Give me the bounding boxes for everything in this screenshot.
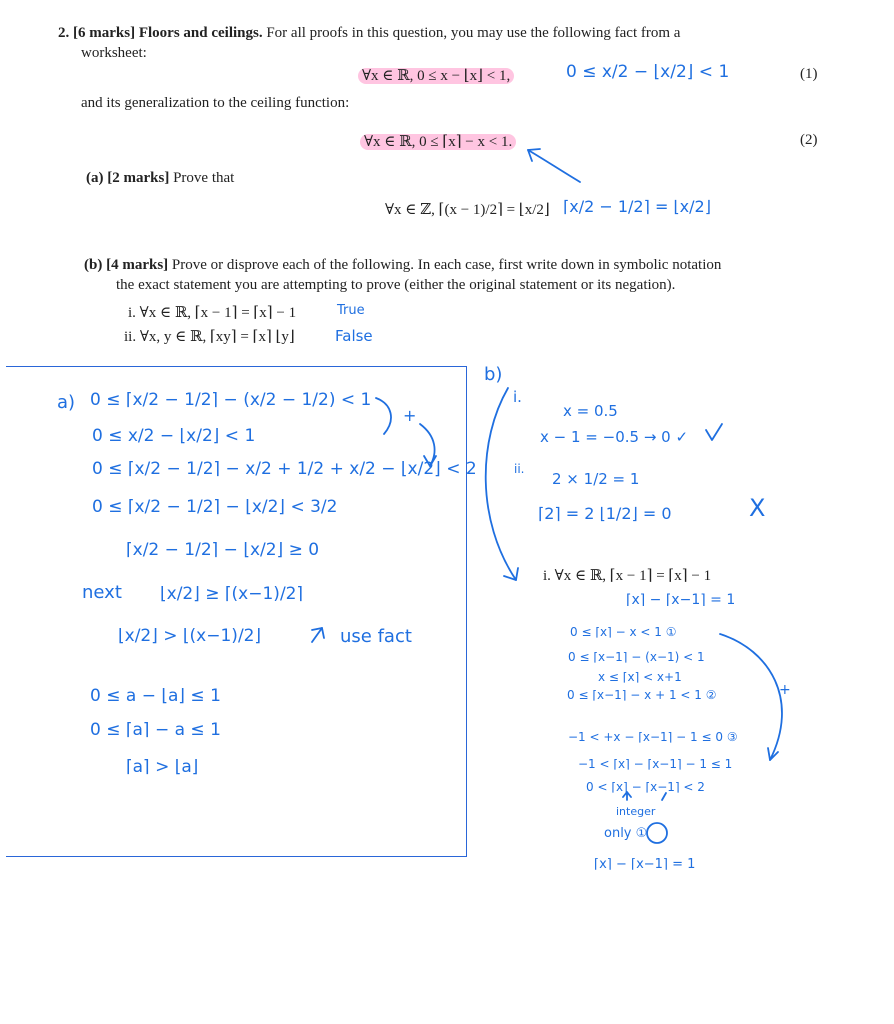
question-intro: For all proofs in this question, you may use the following fact from a <box>266 25 681 41</box>
answer-b-label: b) <box>484 364 503 385</box>
plus-sign-b: + <box>779 682 791 698</box>
question-marks: [6 marks] <box>73 25 136 41</box>
proof-arrow <box>720 634 782 760</box>
fact-line: ⌈a⌉ > ⌊a⌋ <box>126 757 199 777</box>
check-mark <box>706 424 722 440</box>
fact-1-number: (1) <box>800 66 818 82</box>
proof-line: x ≤ ⌈x⌉ < x+1 <box>598 670 682 684</box>
b-ii-line: ⌈2⌉ = 2 ⌊1/2⌋ = 0 <box>538 504 672 523</box>
bracket-b <box>486 388 516 580</box>
arrow-head <box>424 456 436 466</box>
proof-line: integer <box>616 805 656 818</box>
proof-line: 0 ≤ ⌈x−1⌉ − x + 1 < 1 ② <box>567 688 717 702</box>
answer-a-line: 0 ≤ ⌈x/2 − 1/2⌉ − (x/2 − 1/2) < 1 <box>90 390 372 410</box>
b-ii-line: 2 × 1/2 = 1 <box>552 470 640 488</box>
question-number: 2. <box>58 25 70 41</box>
proof-line: 0 ≤ ⌈x⌉ − x < 1 ① <box>570 625 677 639</box>
item-ii-false-note: False <box>335 327 373 345</box>
part-a-label: (a) <box>86 170 104 186</box>
arrow-head <box>504 568 518 580</box>
generalization-text: and its generalization to the ceiling function: <box>81 95 350 111</box>
answer-a-label: a) <box>57 392 76 413</box>
part-b-text-line2: the exact statement you are attempting to prove (either the original statement or its negation). <box>116 277 676 293</box>
answer-a-line: 0 ≤ ⌈x/2 − 1/2⌉ − ⌊x/2⌋ < 3/2 <box>92 497 338 517</box>
proof-line: −1 < +x − ⌈x−1⌉ − 1 ≤ 0 ③ <box>568 730 738 744</box>
proof-line: 0 < ⌈x⌉ − ⌈x−1⌉ < 2 <box>586 780 705 794</box>
part-b-item-ii: ii. ∀x, y ∈ ℝ, ⌈xy⌉ = ⌈x⌉ ⌊y⌋ <box>124 329 295 345</box>
answer-a-line: 0 ≤ ⌈x/2 − 1/2⌉ − x/2 + 1/2 + x/2 − ⌊x/2⌋ < 2 <box>92 459 477 479</box>
proof-line: −1 < ⌈x⌉ − ⌈x−1⌉ − 1 ≤ 1 <box>578 757 733 771</box>
part-b-marks: [4 marks] <box>106 257 169 273</box>
answer-a-line: 0 ≤ x/2 − ⌊x/2⌋ < 1 <box>92 426 256 446</box>
item-i-true-note: True <box>337 303 365 318</box>
integer-arrow <box>662 793 666 800</box>
plus-sign-a: + <box>403 406 417 425</box>
fact-2-number: (2) <box>800 132 818 148</box>
b-i-line: x = 0.5 <box>563 402 618 420</box>
proof-line: ⌈x⌉ − ⌈x−1⌉ = 1 <box>594 857 696 872</box>
part-b-item-i-repeat: i. ∀x ∈ ℝ, ⌈x − 1⌉ = ⌈x⌉ − 1 <box>543 568 712 584</box>
fact-1-handwritten-note: 0 ≤ x/2 − ⌊x/2⌋ < 1 <box>566 62 730 82</box>
answer-a-line: ⌈x/2 − 1/2⌉ − ⌊x/2⌋ ≥ 0 <box>126 540 320 560</box>
part-b-item-i: i. ∀x ∈ ℝ, ⌈x − 1⌉ = ⌈x⌉ − 1 <box>128 305 297 321</box>
fact-2-highlight: ∀x ∈ ℝ, 0 ≤ ⌈x⌉ − x < 1. <box>360 134 516 150</box>
fact-line: 0 ≤ ⌈a⌉ − a ≤ 1 <box>90 720 221 740</box>
next-line: ⌊x/2⌋ ≥ ⌈(x−1)/2⌉ <box>160 584 304 604</box>
answer-b-ii-label: ii. <box>514 462 525 476</box>
arrow-a <box>420 424 435 466</box>
bracket-a <box>376 398 391 434</box>
part-a-handwritten-formula: ⌈x/2 − 1/2⌉ = ⌊x/2⌋ <box>563 197 711 216</box>
proof-line: 0 ≤ ⌈x−1⌉ − (x−1) < 1 <box>568 650 705 664</box>
part-a-marks: [2 marks] <box>107 170 170 186</box>
part-b-label: (b) <box>84 257 103 273</box>
fact-line: 0 ≤ a − ⌊a⌋ ≤ 1 <box>90 686 221 706</box>
answer-b-i-label: i. <box>513 388 522 406</box>
circled-one <box>647 823 667 843</box>
part-a-formula: ∀x ∈ ℤ, ⌈(x − 1)/2⌉ = ⌊x/2⌋ <box>385 202 550 218</box>
proof-line: only ① <box>604 826 648 841</box>
part-a-text: Prove that <box>173 170 235 186</box>
floor-line: ⌊x/2⌋ > ⌊(x−1)/2⌋ <box>118 626 262 646</box>
integer-arrow <box>623 792 631 800</box>
use-fact-note: use fact <box>340 626 412 647</box>
fact-1-highlight: ∀x ∈ ℝ, 0 ≤ x − ⌊x⌋ < 1, <box>358 68 514 84</box>
next-word: next <box>82 582 122 603</box>
b-i-line: x − 1 = −0.5 → 0 ✓ <box>540 428 689 446</box>
question-title: Floors and ceilings. <box>138 25 263 41</box>
part-b-text: Prove or disprove each of the following. In each case, first write down in symbolic notation <box>171 257 722 273</box>
question-intro-line2: worksheet: <box>81 45 147 61</box>
arrow-to-fact-2 <box>528 150 580 182</box>
cross-mark: X <box>749 494 766 522</box>
proof-line: ⌈x⌉ − ⌈x−1⌉ = 1 <box>626 592 736 608</box>
